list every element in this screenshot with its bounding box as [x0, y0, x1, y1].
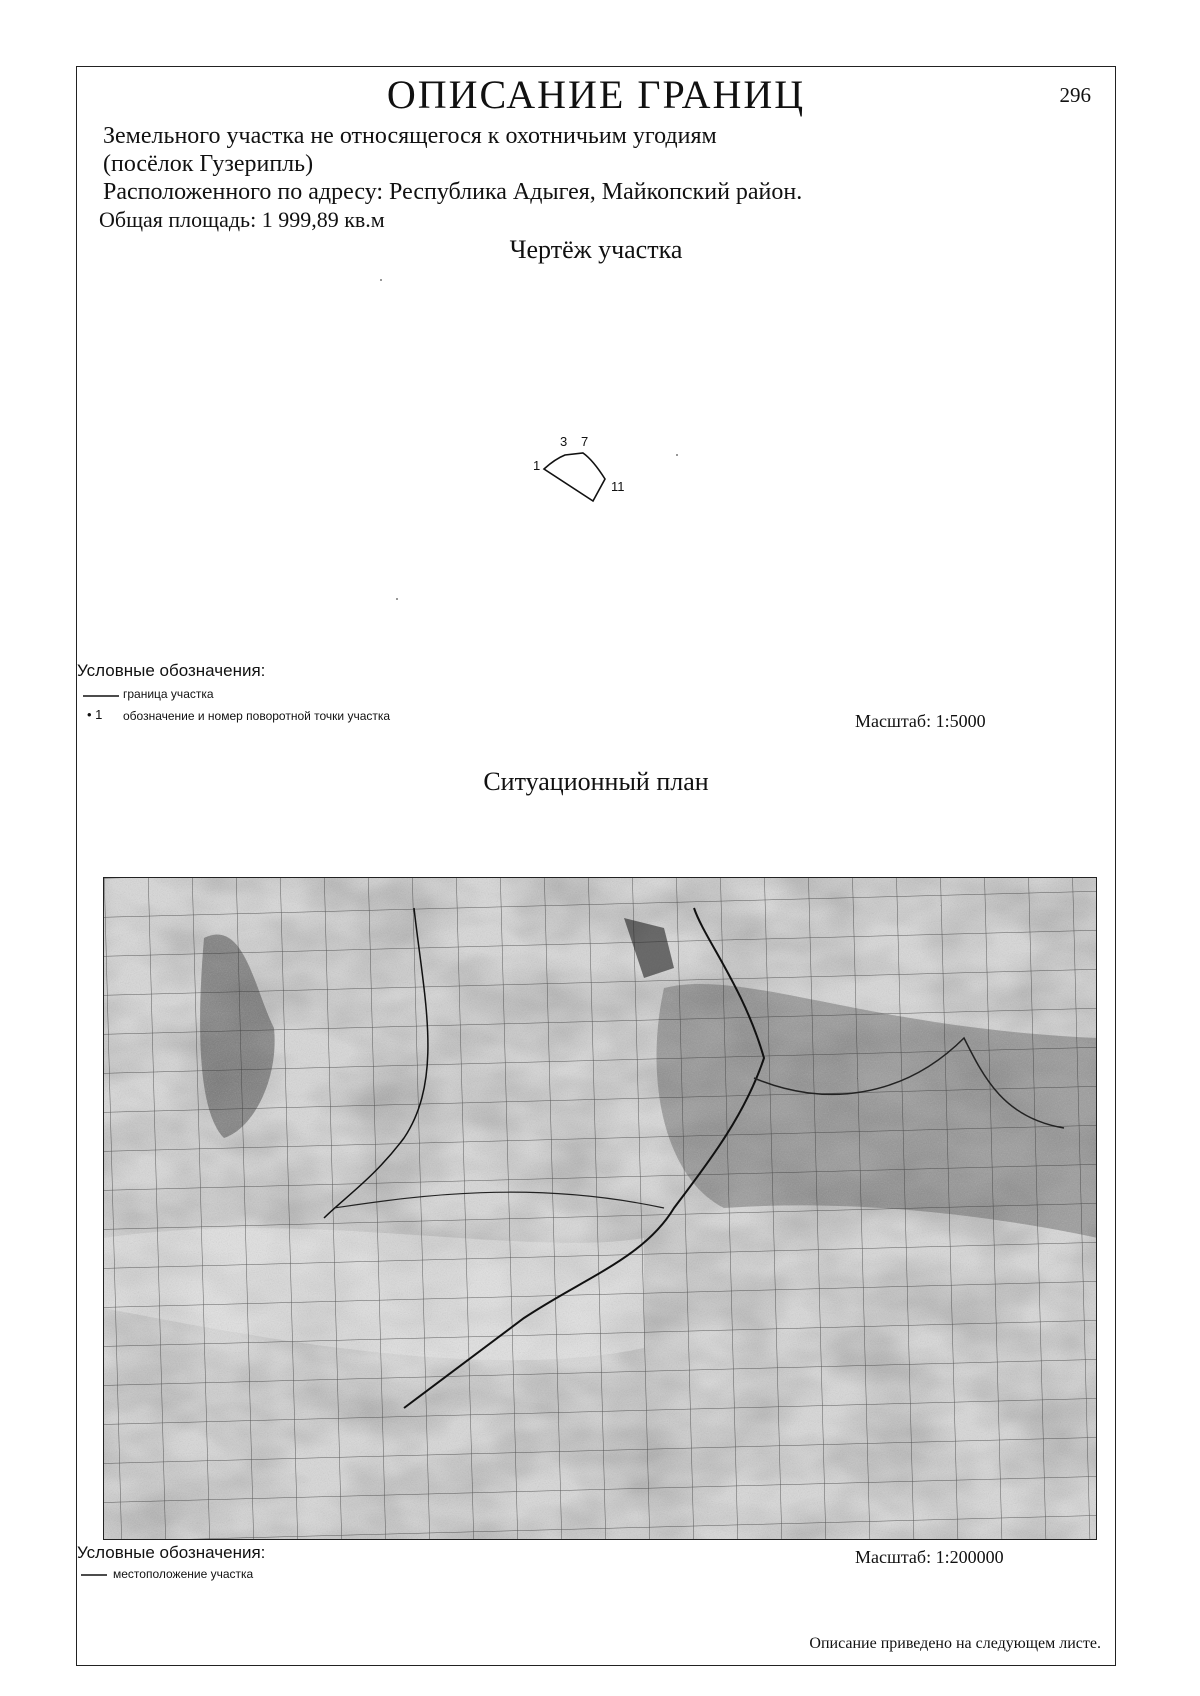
- map-grid: [104, 878, 1097, 1540]
- description-area: Общая площадь: 1 999,89 кв.м: [99, 207, 385, 232]
- dot-speck: [396, 598, 398, 600]
- page-number: 296: [1059, 83, 1091, 107]
- boundary-line-symbol: [83, 693, 119, 699]
- drawing-title: Чертёж участка: [509, 235, 683, 264]
- situation-map: [103, 877, 1097, 1540]
- dot-speck: [380, 279, 382, 281]
- topographic-map: [104, 878, 1097, 1540]
- location-line-symbol: [81, 1572, 107, 1578]
- document-sheet: [76, 66, 1116, 1666]
- plan-legend-title: Условные обозначения:: [77, 1543, 266, 1562]
- plan-scale: Масштаб: 1:200000: [855, 1547, 1004, 1567]
- dot-speck: [676, 454, 678, 456]
- turning-point-3: 3: [560, 434, 568, 449]
- legend-point-marker: • 1: [87, 707, 103, 722]
- description-address: Расположенного по адресу: Республика Адыгея, Майкопский район.: [103, 179, 803, 205]
- parcel-drawing: [77, 67, 1117, 627]
- legend-location-label: местоположение участка: [113, 1567, 254, 1581]
- turning-point-11: 11: [611, 479, 625, 494]
- description-line-2: (посёлок Гузерипль): [103, 151, 314, 177]
- legend-boundary-label: граница участка: [123, 687, 214, 701]
- footer-note: Описание приведено на следующем листе.: [809, 1635, 1101, 1652]
- document-title: ОПИСАНИЕ ГРАНИЦ: [386, 72, 806, 117]
- situation-plan-title: Ситуационный план: [483, 767, 709, 796]
- drawing-legend-title: Условные обозначения:: [77, 661, 266, 680]
- legend-point-label: обозначение и номер поворотной точки участка: [123, 709, 391, 723]
- turning-point-1: 1: [533, 458, 541, 473]
- description-line-1: Земельного участка не относящегося к охотничьим угодиям: [103, 123, 717, 149]
- drawing-scale: Масштаб: 1:5000: [855, 711, 986, 731]
- parcel-boundary: [544, 453, 605, 501]
- turning-point-7: 7: [581, 434, 589, 449]
